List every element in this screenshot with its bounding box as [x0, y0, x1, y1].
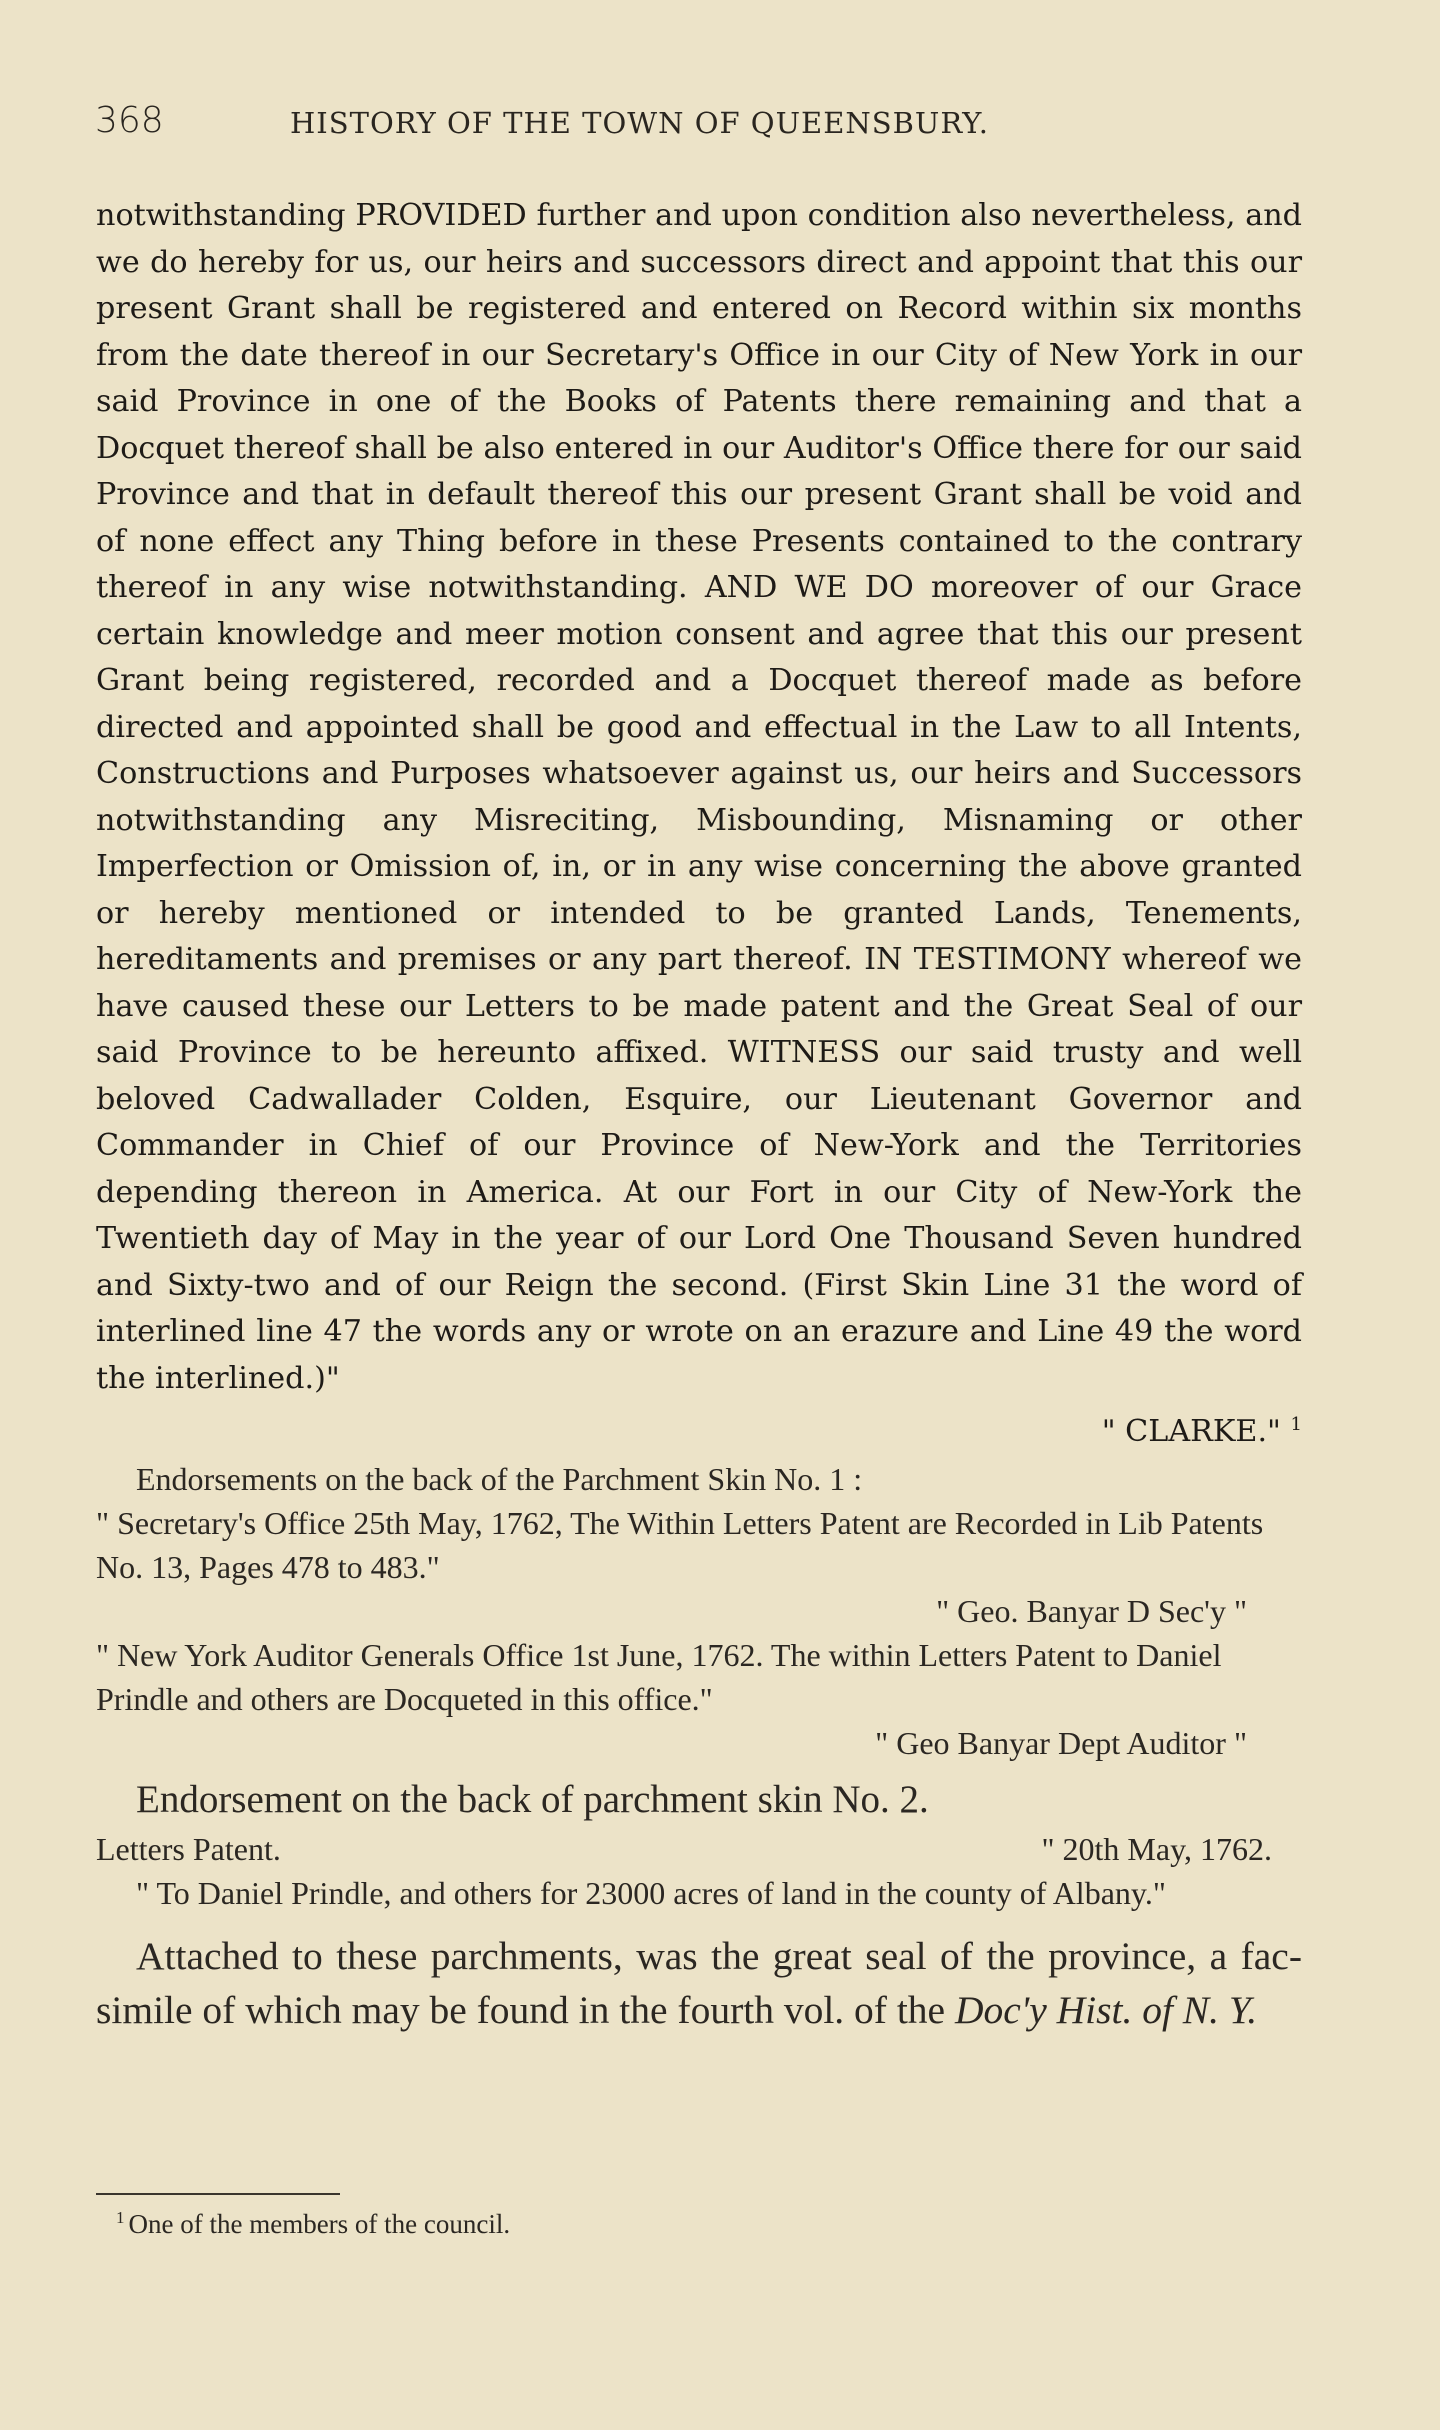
endorsement-date: " 20th May, 1762.	[1041, 1831, 1272, 1867]
patent-paragraph: notwithstanding PROVIDED further and upon condition also nevertheless, and we do hereby for us, our heirs and successors direct and appoint that this our present Grant shall be registered and entered on Record within six months from the date thereof in our Secretary's Office in our City of New York in our said Province in one of the Books of Patents there remaining and that a Docquet thereof shall be also entered in our Auditor's Office there for our said Province and that in default thereof this our present Grant shall be void and of none effect any Thing before in these Presents contained to the contrary thereof in any wise notwithstanding. AND WE DO moreover of our Grace certain knowledge and meer motion consent and agree that this our present Grant being registered, recorded and a Docquet thereof made as before directed and appointed shall be good and effectual in the Law to all Intents, Constructions and Purposes whatsoever against us, our heirs and Successors notwithstanding any Misreciting, Misbounding, Misnaming or other Imperfection or Omission of, in, or in any wise concerning the above granted or hereby mentioned or intended to be granted Lands, Tenements, hereditaments and premises or any part thereof. IN TESTIMONY whereof we have caused these our Letters to be made patent and the Great Seal of our said Province to be hereunto affixed. WITNESS our said trusty and well beloved Cadwallader Colden, Esquire, our Lieutenant Governor and Commander in Chief of our Province of New-York and the Territories depending thereon in America. At our Fort in our City of New-York the Twentieth day of May in the year of our Lord One Thousand Seven hundred and Sixty-two and of our Reign the second. (First Skin Line 31 the word of interlined line 47 the words any or wrote on an erazure and Line 49 the word the interlined.)"	[96, 198, 1302, 1396]
endorsements	[96, 1457, 1302, 2037]
secretary-signature: " Geo. Banyar D Sec'y "	[936, 1593, 1247, 1629]
footnote-text: One of the members of the council.	[128, 2209, 511, 2239]
running-title: HISTORY OF THE TOWN OF QUEENSBURY.	[290, 106, 989, 140]
prindle-endorsement: " To Daniel Prindle, and others for 23000 acres of land in the county of Albany."	[136, 1875, 1166, 1911]
endorsement-heading-1: Endorsements on the back of the Parchment Skin No. 1 :	[136, 1461, 863, 1497]
letters-patent-row	[96, 1827, 1302, 1871]
attached-text: Attached to these parchments, was the great seal of the province, a fac-simile of which may be found in the fourth vol. of the	[96, 1934, 1302, 2032]
attached-seal-paragraph	[96, 1929, 1302, 2037]
letters-patent-label: Letters Patent.	[96, 1831, 281, 1867]
main-text	[96, 193, 1302, 1456]
footnote-rule	[96, 2193, 340, 2195]
page-number: 368	[95, 100, 164, 141]
footnote-ref[interactable]: 1	[1290, 1414, 1302, 1435]
attached-italic: Doc'y Hist. of N. Y.	[954, 1988, 1258, 2032]
clarke-signature	[96, 1402, 1302, 1456]
page-header	[95, 100, 1305, 160]
endorsement-heading-2: Endorsement on the back of parchment skin No. 2.	[136, 1778, 929, 1821]
auditor-signature: " Geo Banyar Dept Auditor "	[875, 1725, 1247, 1761]
auditor-endorsement: " New York Auditor Generals Office 1st June, 1762. The within Letters Patent to Daniel Prindle and others are Docqueted in this office."	[96, 1637, 1222, 1717]
signature-text: " CLARKE."	[1101, 1414, 1281, 1450]
footnote	[116, 2208, 510, 2240]
footnote-marker: 1	[116, 2208, 125, 2227]
secretary-endorsement: " Secretary's Office 25th May, 1762, The Within Letters Patent are Recorded in Lib Patents No. 13, Pages 478 to 483."	[96, 1505, 1264, 1585]
